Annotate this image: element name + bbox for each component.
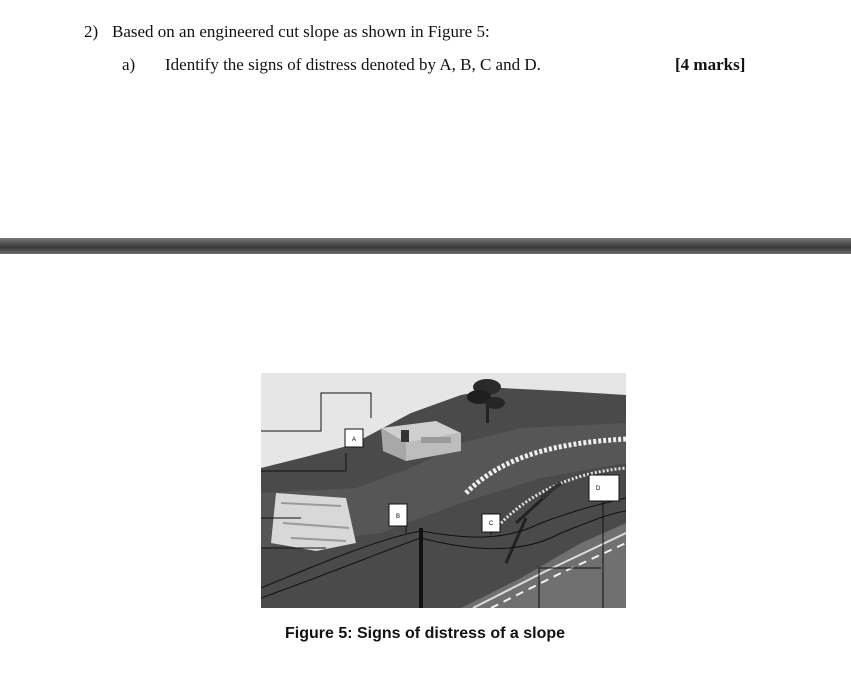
- label-box-b: [389, 504, 407, 526]
- label-box-c: [482, 514, 500, 532]
- question-number: 2): [84, 22, 99, 41]
- label-box-d: [589, 475, 619, 501]
- marks-label: [4 marks]: [675, 55, 746, 74]
- svg-text:D: D: [595, 486, 601, 492]
- svg-text:A: A: [351, 437, 357, 443]
- svg-text:B: B: [395, 514, 401, 520]
- debris: [271, 493, 356, 551]
- slope-distress-figure: [261, 373, 626, 608]
- label-box-a: [345, 429, 363, 447]
- svg-text:C: C: [488, 521, 494, 527]
- question-text: Based on an engineered cut slope as shown in Figure 5:: [112, 22, 490, 41]
- section-divider: [0, 238, 851, 254]
- subquestion-text: Identify the signs of distress denoted by A, B, C and D.: [165, 55, 541, 74]
- figure-caption: Figure 5: Signs of distress of a slope: [285, 625, 566, 642]
- subquestion-label: a): [122, 55, 136, 74]
